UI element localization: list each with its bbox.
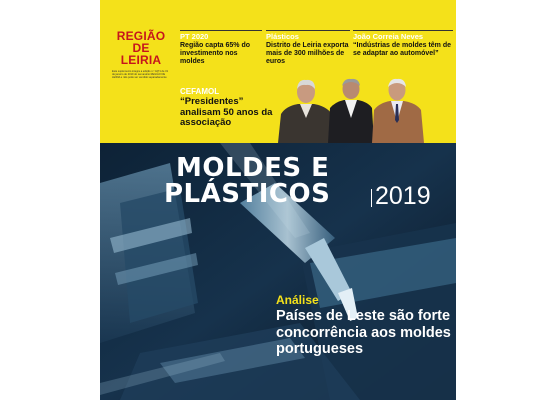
logo-tagline: Este suplemento integra a edição n.º 4271 de 31 de janeiro de 2019 do semanário REGIÃO DE LEIRIA e não pode ser vendido separadamente: [112, 70, 169, 79]
headline-kicker: PT 2020: [180, 30, 262, 41]
headline-text: Região capta 65% do investimento nos moldes: [180, 42, 251, 65]
headline-kicker: João Correia Neves: [353, 30, 453, 41]
headline-kicker: CEFAMOL: [180, 87, 220, 96]
cover-title-line-2: PLÁSTICOS: [164, 179, 331, 209]
headline-pt2020: [180, 30, 262, 66]
headline-text: Distrito de Leiria exporta mais de 300 milhões de euros: [266, 42, 349, 65]
cover-title-year: 2019: [375, 182, 431, 210]
headline-cefamol: [180, 86, 284, 129]
headline-text: “Indústrias de moldes têm de se adaptar ao automóvel”: [353, 42, 452, 57]
logo-line-1: REGIÃO: [116, 29, 166, 43]
logo-line-2: DE LEIRIA: [120, 41, 162, 67]
regiao-de-leiria-logo: [112, 31, 170, 79]
feature-story: [276, 293, 452, 358]
title-divider: [371, 189, 372, 207]
presidents-photo: [278, 78, 426, 143]
headline-plasticos: [266, 30, 350, 66]
headline-text: “Presidentes” analisam 50 anos da associação: [180, 96, 273, 128]
cover-top-band: [100, 0, 456, 143]
feature-kicker: Análise: [276, 293, 319, 307]
feature-title: Países de Leste são forte concorrência aos moldes portugueses: [276, 308, 451, 357]
headline-kicker: Plásticos: [266, 30, 350, 41]
magazine-cover: [100, 0, 456, 400]
cover-main-image: [100, 143, 456, 400]
cover-title-line-1: MOLDES E: [176, 153, 330, 183]
headline-joao-correia-neves: [353, 30, 453, 58]
